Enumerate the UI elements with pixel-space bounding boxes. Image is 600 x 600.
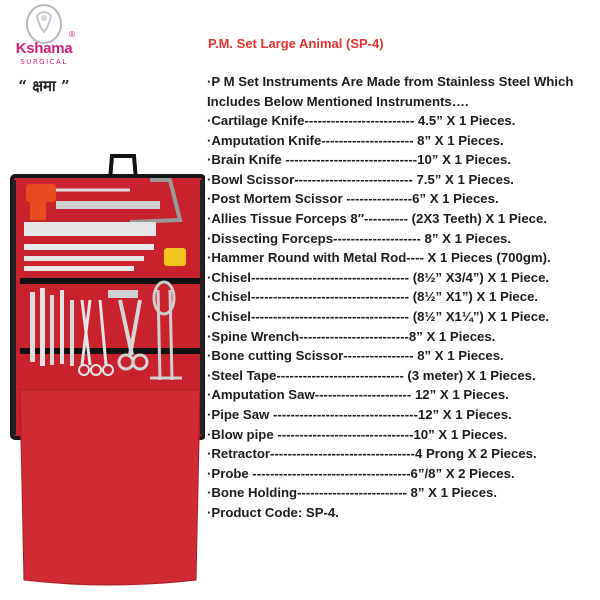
list-item: ·Bone cutting Scissor---------------- 8” X 1 Pieces. [207, 348, 504, 364]
brand-subtitle: SURGICAL [20, 58, 68, 66]
list-item: ·Amputation Knife--------------------- 8” X 1 Pieces. [207, 132, 504, 148]
list-item: ·Allies Tissue Forceps 8″---------- (2X3 Teeth) X 1 Piece. [207, 210, 547, 226]
brand-logo [4, 4, 84, 104]
list-item: ·Product Code: SP-4. [207, 504, 339, 520]
brand-hindi-name: “ क्षमा ” [18, 77, 70, 95]
product-intro: ·P M Set Instruments Are Made from Stainless Steel Which Includes Below Mentioned Instruments…. [207, 74, 574, 109]
list-item: ·Pipe Saw ---------------------------------12” X 1 Pieces. [207, 406, 512, 422]
list-item: ·Dissecting Forceps-------------------- 8” X 1 Pieces. [207, 230, 512, 246]
brand-name: Kshama [15, 40, 73, 57]
list-item: ·Post Mortem Scissor ---------------6” X 1 Pieces. [207, 191, 499, 207]
registered-mark: ® [68, 30, 76, 39]
instrument-list [207, 111, 551, 522]
product-photo [0, 150, 205, 595]
list-item: ·Hammer Round with Metal Rod---- X 1 Pieces (700gm). [207, 250, 551, 266]
list-item: ·Amputation Saw---------------------- 12” X 1 Pieces. [207, 387, 509, 403]
list-item: ·Spine Wrench-------------------------8” X 1 Pieces. [207, 328, 496, 344]
list-item: ·Chisel------------------------------------ (8½” X3/4”) X 1 Piece. [207, 269, 550, 285]
list-item: ·Retractor---------------------------------4 Prong X 2 Pieces. [207, 446, 537, 462]
list-item: ·Cartilage Knife------------------------- 4.5” X 1 Pieces. [207, 113, 516, 128]
list-item: ·Bone Holding------------------------- 8” X 1 Pieces. [207, 485, 498, 501]
list-item: ·Brain Knife ------------------------------10” X 1 Pieces. [207, 152, 511, 168]
list-item: ·Chisel------------------------------------ (8½” X1”) X 1 Piece. [207, 289, 539, 305]
list-item: ·Blow pipe -------------------------------10” X 1 Pieces. [207, 426, 508, 442]
list-item: ·Chisel------------------------------------ (8½” X1¼”) X 1 Piece. [207, 308, 550, 324]
list-item: ·Probe ------------------------------------6”/8” X 2 Pieces. [207, 465, 515, 481]
product-title: P.M. Set Large Animal (SP-4) [208, 36, 384, 51]
list-item: ·Steel Tape----------------------------- (3 meter) X 1 Pieces. [207, 367, 536, 383]
instrument-kit-illustration [0, 150, 205, 595]
list-item: ·Bowl Scissor--------------------------- 7.5” X 1 Pieces. [207, 171, 514, 187]
